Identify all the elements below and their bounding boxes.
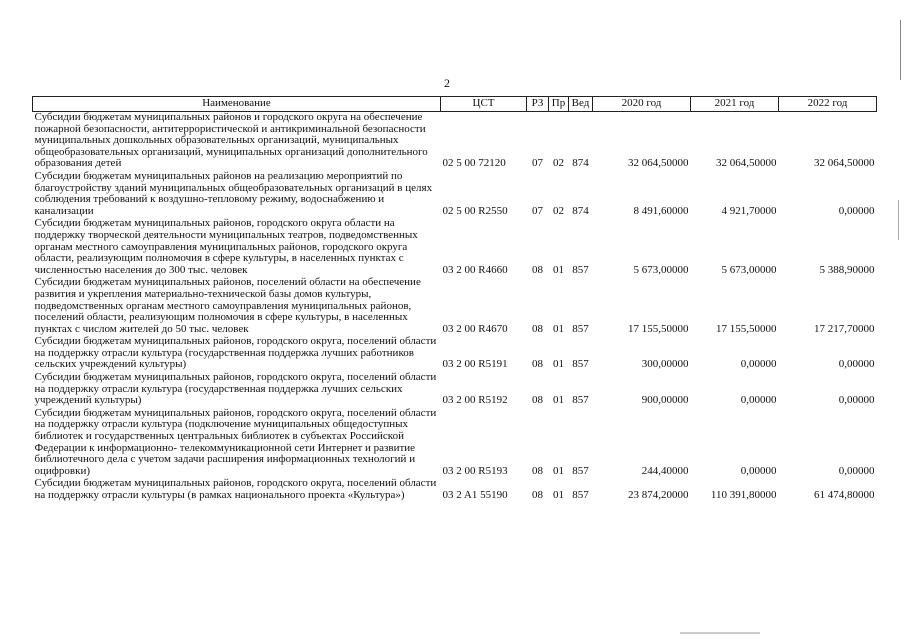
row-2020: 900,00000 [641,394,689,407]
row-pr: 01 [553,489,564,501]
header-2020: 2020 год [593,97,691,112]
row-2020: 32 064,50000 [628,157,689,170]
table-header-row [33,97,877,112]
row-rz: 08 [532,263,543,276]
row-rz: 08 [532,358,543,371]
row-2021: 0,00000 [740,358,777,371]
scan-edge-mark [900,20,901,80]
row-rz: 08 [532,489,543,501]
row-2021: 32 064,50000 [716,157,777,170]
row-cst: 03 2 00 R5192 [442,394,508,407]
row-2021: 0,00000 [740,464,777,477]
row-2020: 300,00000 [641,358,689,371]
row-ved: 857 [572,489,589,501]
row-2020: 17 155,50000 [628,322,689,335]
table-row [33,408,877,479]
row-ved: 874 [572,157,589,170]
header-ved: Вед [569,97,593,112]
row-2021: 5 673,00000 [721,263,777,276]
table-row [33,277,877,336]
row-ved: 857 [572,358,589,371]
row-ved: 857 [572,263,589,276]
row-name: Субсидии бюджетам муниципальных районов и городского округа на обеспечение пожарной безопасности, антитеррористической и антикриминальной безопасности муниципальных дошкольных образовательных организаций, муниципальных общеобразовательных организаций, муниципальных организаций дополнительного образования детей [34,111,428,170]
row-ved: 874 [572,204,589,217]
row-ved: 857 [572,464,589,477]
table-row [33,478,877,502]
row-2020: 8 491,60000 [633,204,689,217]
row-name: Субсидии бюджетам муниципальных районов, городского округа, поселений области на поддержку отрасли культура (государственная поддержка лучших работников сельских учреждений культуры) [34,335,437,371]
row-name: Субсидии бюджетам муниципальных районов, городского округа, поселений области на поддержку отрасли культура (подключение муниципальных общедоступных библиотек и государственных центральных библиотек в субъектах Российской Федерации к информационно- телекоммуникационной сети Интернет и развитие библиотечного дела с учетом задачи расширения информационных технологий и оцифровки) [34,406,437,477]
table-row [33,218,877,277]
header-cst: ЦСТ [441,97,527,112]
row-pr: 01 [553,464,564,477]
row-2022: 32 064,50000 [814,157,875,170]
row-2020: 23 874,20000 [628,489,689,501]
header-2021: 2021 год [691,97,779,112]
row-pr: 02 [553,204,564,217]
header-pr: Пр [549,97,569,112]
header-rz: РЗ [527,97,549,112]
row-rz: 07 [532,204,543,217]
table-row [33,336,877,372]
row-2022: 0,00000 [838,464,875,477]
row-name: Субсидии бюджетам муниципальных районов, городского округа, поселений области на поддержку отрасли культуры (в рамках национального проекта «Культура») [34,477,437,501]
row-pr: 01 [553,322,564,335]
row-2022: 5 388,90000 [819,263,875,276]
table-row [33,372,877,408]
row-rz: 08 [532,394,543,407]
row-pr: 01 [553,394,564,407]
row-name: Субсидии бюджетам муниципальных районов на реализацию мероприятий по благоустройству зданий муниципальных общеобразовательных организаций в целях соблюдения требований к воздушно-тепловому режиму, водоснабжению и канализации [34,169,433,217]
row-rz: 08 [532,464,543,477]
row-name: Субсидии бюджетам муниципальных районов, городского округа области на поддержку творческой деятельности муниципальных театров, подведомственных органам местного самоуправления муниципальных районов, городского округа области, реализующим полномочия в сфере культуры, в населенных пунктах с численностью населения до 300 тыс. человек [34,217,418,276]
row-2021: 110 391,80000 [710,489,777,501]
row-ved: 857 [572,322,589,335]
row-name: Субсидии бюджетам муниципальных районов, городского округа, поселений области на поддержку отрасли культура (государственная поддержка лучших сельских учреждений культуры) [34,371,437,407]
row-cst: 03 2 00 R4670 [442,322,508,335]
row-2022: 17 217,70000 [814,322,875,335]
row-pr: 02 [553,157,564,170]
scan-edge-mark [898,200,899,240]
header-2022: 2022 год [779,97,877,112]
row-cst: 02 5 00 R2550 [442,204,508,217]
row-cst: 03 2 00 R5191 [442,358,508,371]
page-number: 2 [444,76,450,90]
row-2021: 17 155,50000 [716,322,777,335]
row-cst: 03 2 00 R4660 [442,263,508,276]
row-2022: 0,00000 [838,394,875,407]
row-name: Субсидии бюджетам муниципальных районов, поселений области на обеспечение развития и укрепления материально-технической базы домов культуры, подведомственных органам местного самоуправления муниципальных районов, поселений области, реализующим полномочия в сфере культуры, в населенных пунктах с числом жителей до 50 тыс. человек [34,276,421,335]
table-row [33,171,877,218]
budget-table [32,96,877,503]
row-cst: 03 2 00 R5193 [442,464,508,477]
scan-footer-mark [680,632,760,634]
row-rz: 07 [532,157,543,170]
row-2020: 5 673,00000 [633,263,689,276]
row-pr: 01 [553,263,564,276]
table-row [33,112,877,171]
row-cst: 02 5 00 72120 [442,157,506,170]
row-2020: 244,40000 [641,464,689,477]
row-2022: 61 474,80000 [814,489,875,501]
row-ved: 857 [572,394,589,407]
row-2022: 0,00000 [838,204,875,217]
row-rz: 08 [532,322,543,335]
header-name: Наименование [33,97,441,112]
row-2021: 4 921,70000 [721,204,777,217]
row-pr: 01 [553,358,564,371]
row-cst: 03 2 A1 55190 [442,489,508,501]
row-2021: 0,00000 [740,394,777,407]
row-2022: 0,00000 [838,358,875,371]
